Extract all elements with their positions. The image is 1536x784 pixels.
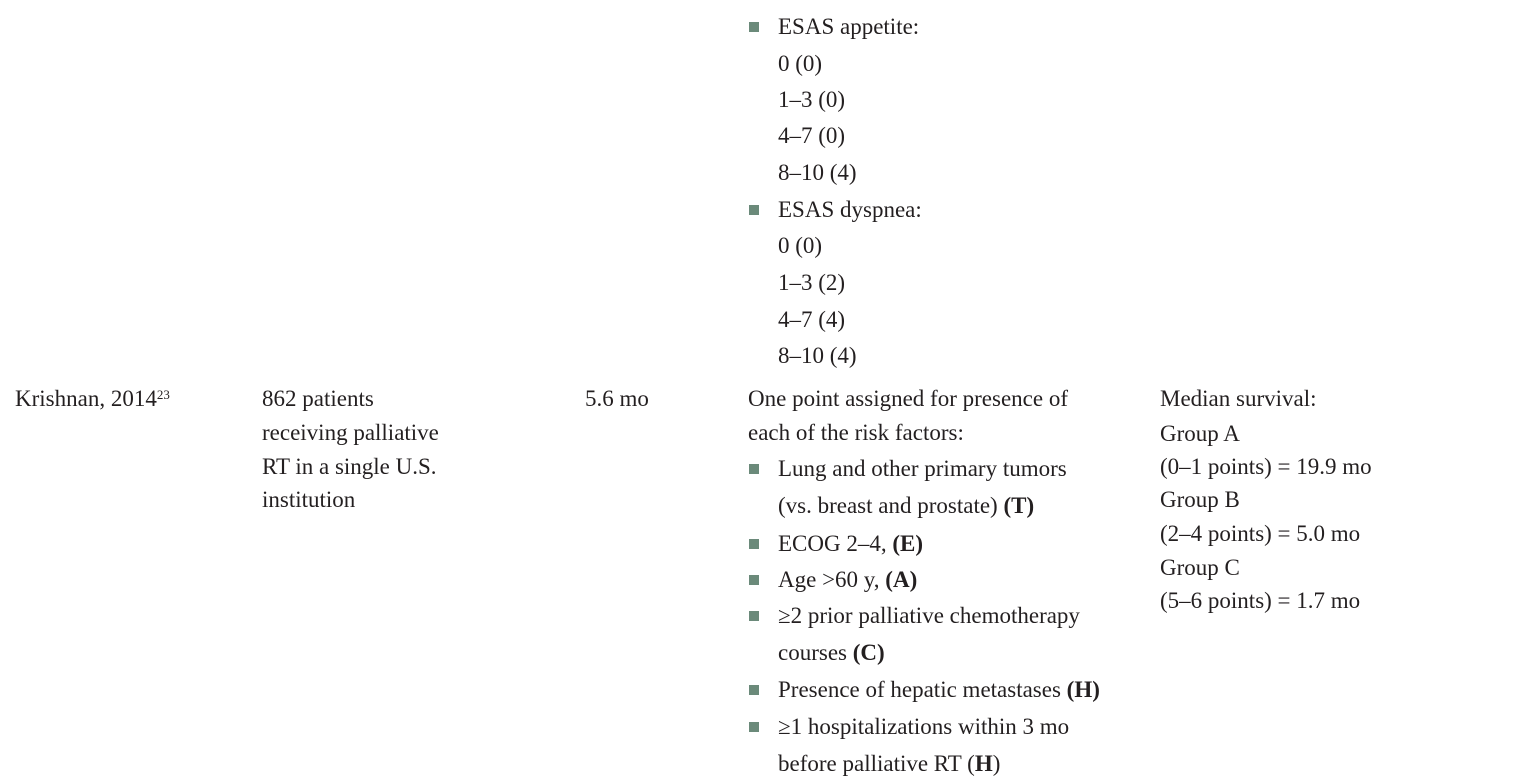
dyspnea-item: 4–7 (4) <box>778 307 846 332</box>
bullet-icon <box>749 539 759 549</box>
factor-text: ) <box>992 751 1001 776</box>
population-line: RT in a single U.S. <box>262 454 437 479</box>
bullet-icon <box>749 22 759 32</box>
factor-code: (C) <box>852 640 885 665</box>
factor-line <box>778 640 885 666</box>
appetite-label: ESAS appetite: <box>778 14 920 39</box>
outcome-line: (0–1 points) = 19.9 mo <box>1160 454 1372 479</box>
outcome-line: Group B <box>1160 487 1240 512</box>
appetite-item: 1–3 (0) <box>778 87 846 112</box>
factor-code: H <box>974 751 993 776</box>
study-cell <box>15 386 170 412</box>
factor-line <box>778 751 1000 777</box>
bullet-icon <box>749 464 759 474</box>
outcome-line: (2–4 points) = 5.0 mo <box>1160 521 1361 546</box>
study-name: Krishnan, 2014 <box>15 386 157 411</box>
dyspnea-item: 8–10 (4) <box>778 343 857 368</box>
median-survival: 5.6 mo <box>585 386 649 411</box>
outcome-line: Median survival: <box>1160 386 1317 411</box>
factor-line: Lung and other primary tumors <box>778 456 1067 481</box>
dyspnea-label: ESAS dyspnea: <box>778 197 922 222</box>
factor-line <box>778 677 1100 703</box>
factor-code: (E) <box>892 531 924 556</box>
population-line: institution <box>262 487 356 512</box>
bullet-icon <box>749 575 759 585</box>
factor-line: ≥2 prior palliative chemotherapy <box>778 603 1080 628</box>
bullet-icon <box>749 611 759 621</box>
factor-line <box>778 531 923 557</box>
bullet-icon <box>749 722 759 732</box>
factor-code: (H) <box>1066 677 1100 702</box>
bullet-icon <box>749 205 759 215</box>
dyspnea-item: 1–3 (2) <box>778 270 846 295</box>
factor-text: courses <box>778 640 853 665</box>
factors-intro: each of the risk factors: <box>748 420 964 445</box>
population-line: receiving palliative <box>262 420 439 445</box>
outcome-line: Group A <box>1160 421 1240 446</box>
outcome-line: Group C <box>1160 555 1240 580</box>
factor-line: ≥1 hospitalizations within 3 mo <box>778 714 1070 739</box>
factor-text: Presence of hepatic metastases <box>778 677 1067 702</box>
appetite-item: 0 (0) <box>778 51 823 76</box>
factor-text: Age >60 y, <box>778 567 886 592</box>
reference-number: 23 <box>156 387 170 402</box>
population-line: 862 patients <box>262 386 374 411</box>
bullet-icon <box>749 685 759 695</box>
factors-intro: One point assigned for presence of <box>748 386 1068 411</box>
dyspnea-item: 0 (0) <box>778 233 823 258</box>
factor-text: ECOG 2–4, <box>778 531 893 556</box>
factor-code: (T) <box>1003 493 1035 518</box>
factor-text: (vs. breast and prostate) <box>778 493 1004 518</box>
factor-line <box>778 567 917 593</box>
appetite-item: 4–7 (0) <box>778 123 846 148</box>
appetite-item: 8–10 (4) <box>778 160 857 185</box>
factor-code: (A) <box>885 567 918 592</box>
factor-line <box>778 493 1034 519</box>
outcome-line: (5–6 points) = 1.7 mo <box>1160 588 1361 613</box>
factor-text: before palliative RT ( <box>778 751 975 776</box>
